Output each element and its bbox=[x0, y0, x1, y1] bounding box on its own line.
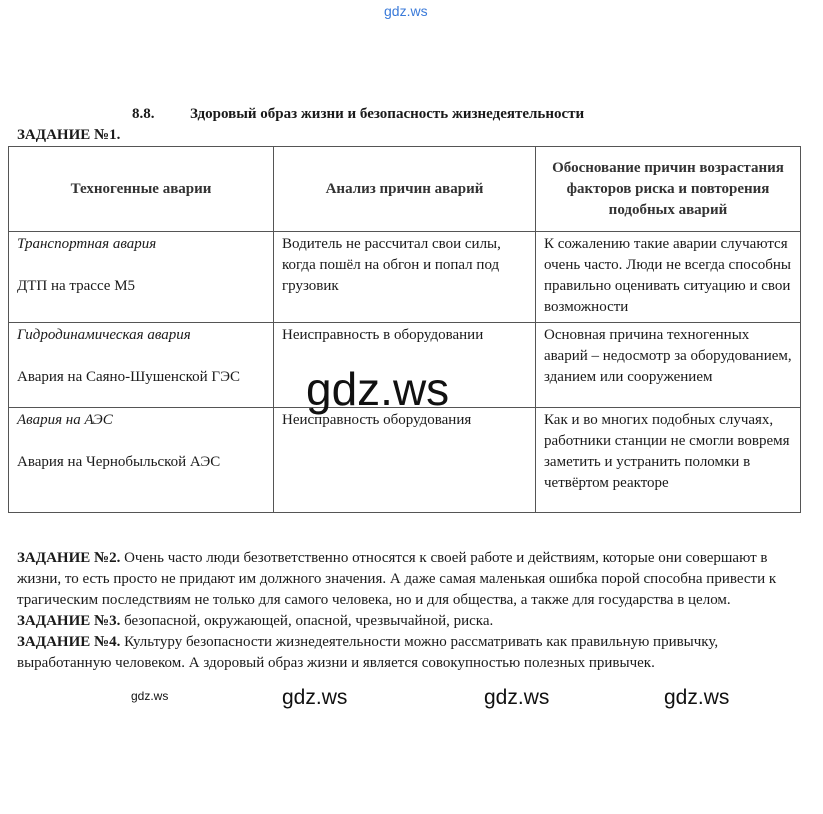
accident-example: Авария на Саяно-Шушенской ГЭС bbox=[17, 369, 240, 385]
accident-type: Гидродинамическая авария bbox=[17, 327, 191, 343]
cell-accident bbox=[9, 323, 274, 408]
watermark-bottom-2: gdz.ws bbox=[484, 686, 550, 709]
task1-label: ЗАДАНИЕ №1. bbox=[17, 127, 121, 143]
header-accidents: Техногенные аварии bbox=[9, 147, 274, 232]
task3-label: ЗАДАНИЕ №3. bbox=[17, 613, 121, 629]
watermark-bottom-1: gdz.ws bbox=[282, 686, 348, 709]
task2-text: Очень часто люди безответственно относятся к своей работе и действиям, которые они совершают в жизни, то есть просто не придают им должного значения. А даже самая маленькая ошибка порой способна привести к трагическим последствиям не только для самого человека, но и для общества, а также для государства в целом. bbox=[17, 550, 777, 608]
watermark-bottom-3: gdz.ws bbox=[664, 686, 730, 709]
accident-example: ДТП на трассе М5 bbox=[17, 278, 136, 294]
cell-reason: Основная причина техногенных аварий – недосмотр за оборудованием, зданием или сооружением bbox=[536, 323, 801, 408]
tasks-block bbox=[17, 548, 787, 674]
section-number: 8.8. bbox=[132, 106, 155, 122]
task3-text: безопасной, окружающей, опасной, чрезвычайной, риска. bbox=[120, 613, 494, 629]
table-row bbox=[9, 232, 801, 323]
task2-paragraph bbox=[17, 548, 787, 611]
accident-example: Авария на Чернобыльской АЭС bbox=[17, 454, 221, 470]
header-reasons: Обоснование причин возрастания факторов риска и повторения подобных аварий bbox=[536, 147, 801, 232]
cell-analysis: Водитель не рассчитал свои силы, когда пошёл на обгон и попал под грузовик bbox=[274, 232, 536, 323]
task4-paragraph bbox=[17, 632, 787, 674]
task2-label: ЗАДАНИЕ №2. bbox=[17, 550, 121, 566]
header-analysis: Анализ причин аварий bbox=[274, 147, 536, 232]
accident-type: Транспортная авария bbox=[17, 236, 157, 252]
watermark-small: gdz.ws bbox=[131, 689, 169, 703]
cell-accident bbox=[9, 232, 274, 323]
accidents-table bbox=[8, 146, 801, 513]
cell-analysis: Неисправность в оборудовании bbox=[274, 323, 536, 408]
task4-label: ЗАДАНИЕ №4. bbox=[17, 634, 121, 650]
task3-paragraph bbox=[17, 611, 787, 632]
section-title: Здоровый образ жизни и безопасность жизнедеятельности bbox=[190, 106, 585, 122]
task4-text: Культуру безопасности жизнедеятельности можно рассматривать как правильную привычку, выработанную человеком. А здоровый образ жизни и является совокупностью полезных привычек. bbox=[17, 634, 719, 671]
accident-type: Авария на АЭС bbox=[17, 412, 113, 428]
cell-analysis: Неисправность оборудования bbox=[274, 408, 536, 513]
section-heading bbox=[132, 106, 584, 123]
watermark-center: gdz.ws bbox=[306, 363, 450, 415]
table-header-row bbox=[9, 147, 801, 232]
cell-reason: К сожалению такие аварии случаются очень часто. Люди не всегда способны правильно оценивать ситуацию и свои возможности bbox=[536, 232, 801, 323]
cell-accident bbox=[9, 408, 274, 513]
cell-reason: Как и во многих подобных случаях, работники станции не смогли вовремя заметить и устранить поломки в четвёртом реакторе bbox=[536, 408, 801, 513]
table-row bbox=[9, 408, 801, 513]
watermark-top[interactable]: gdz.ws bbox=[384, 3, 428, 19]
